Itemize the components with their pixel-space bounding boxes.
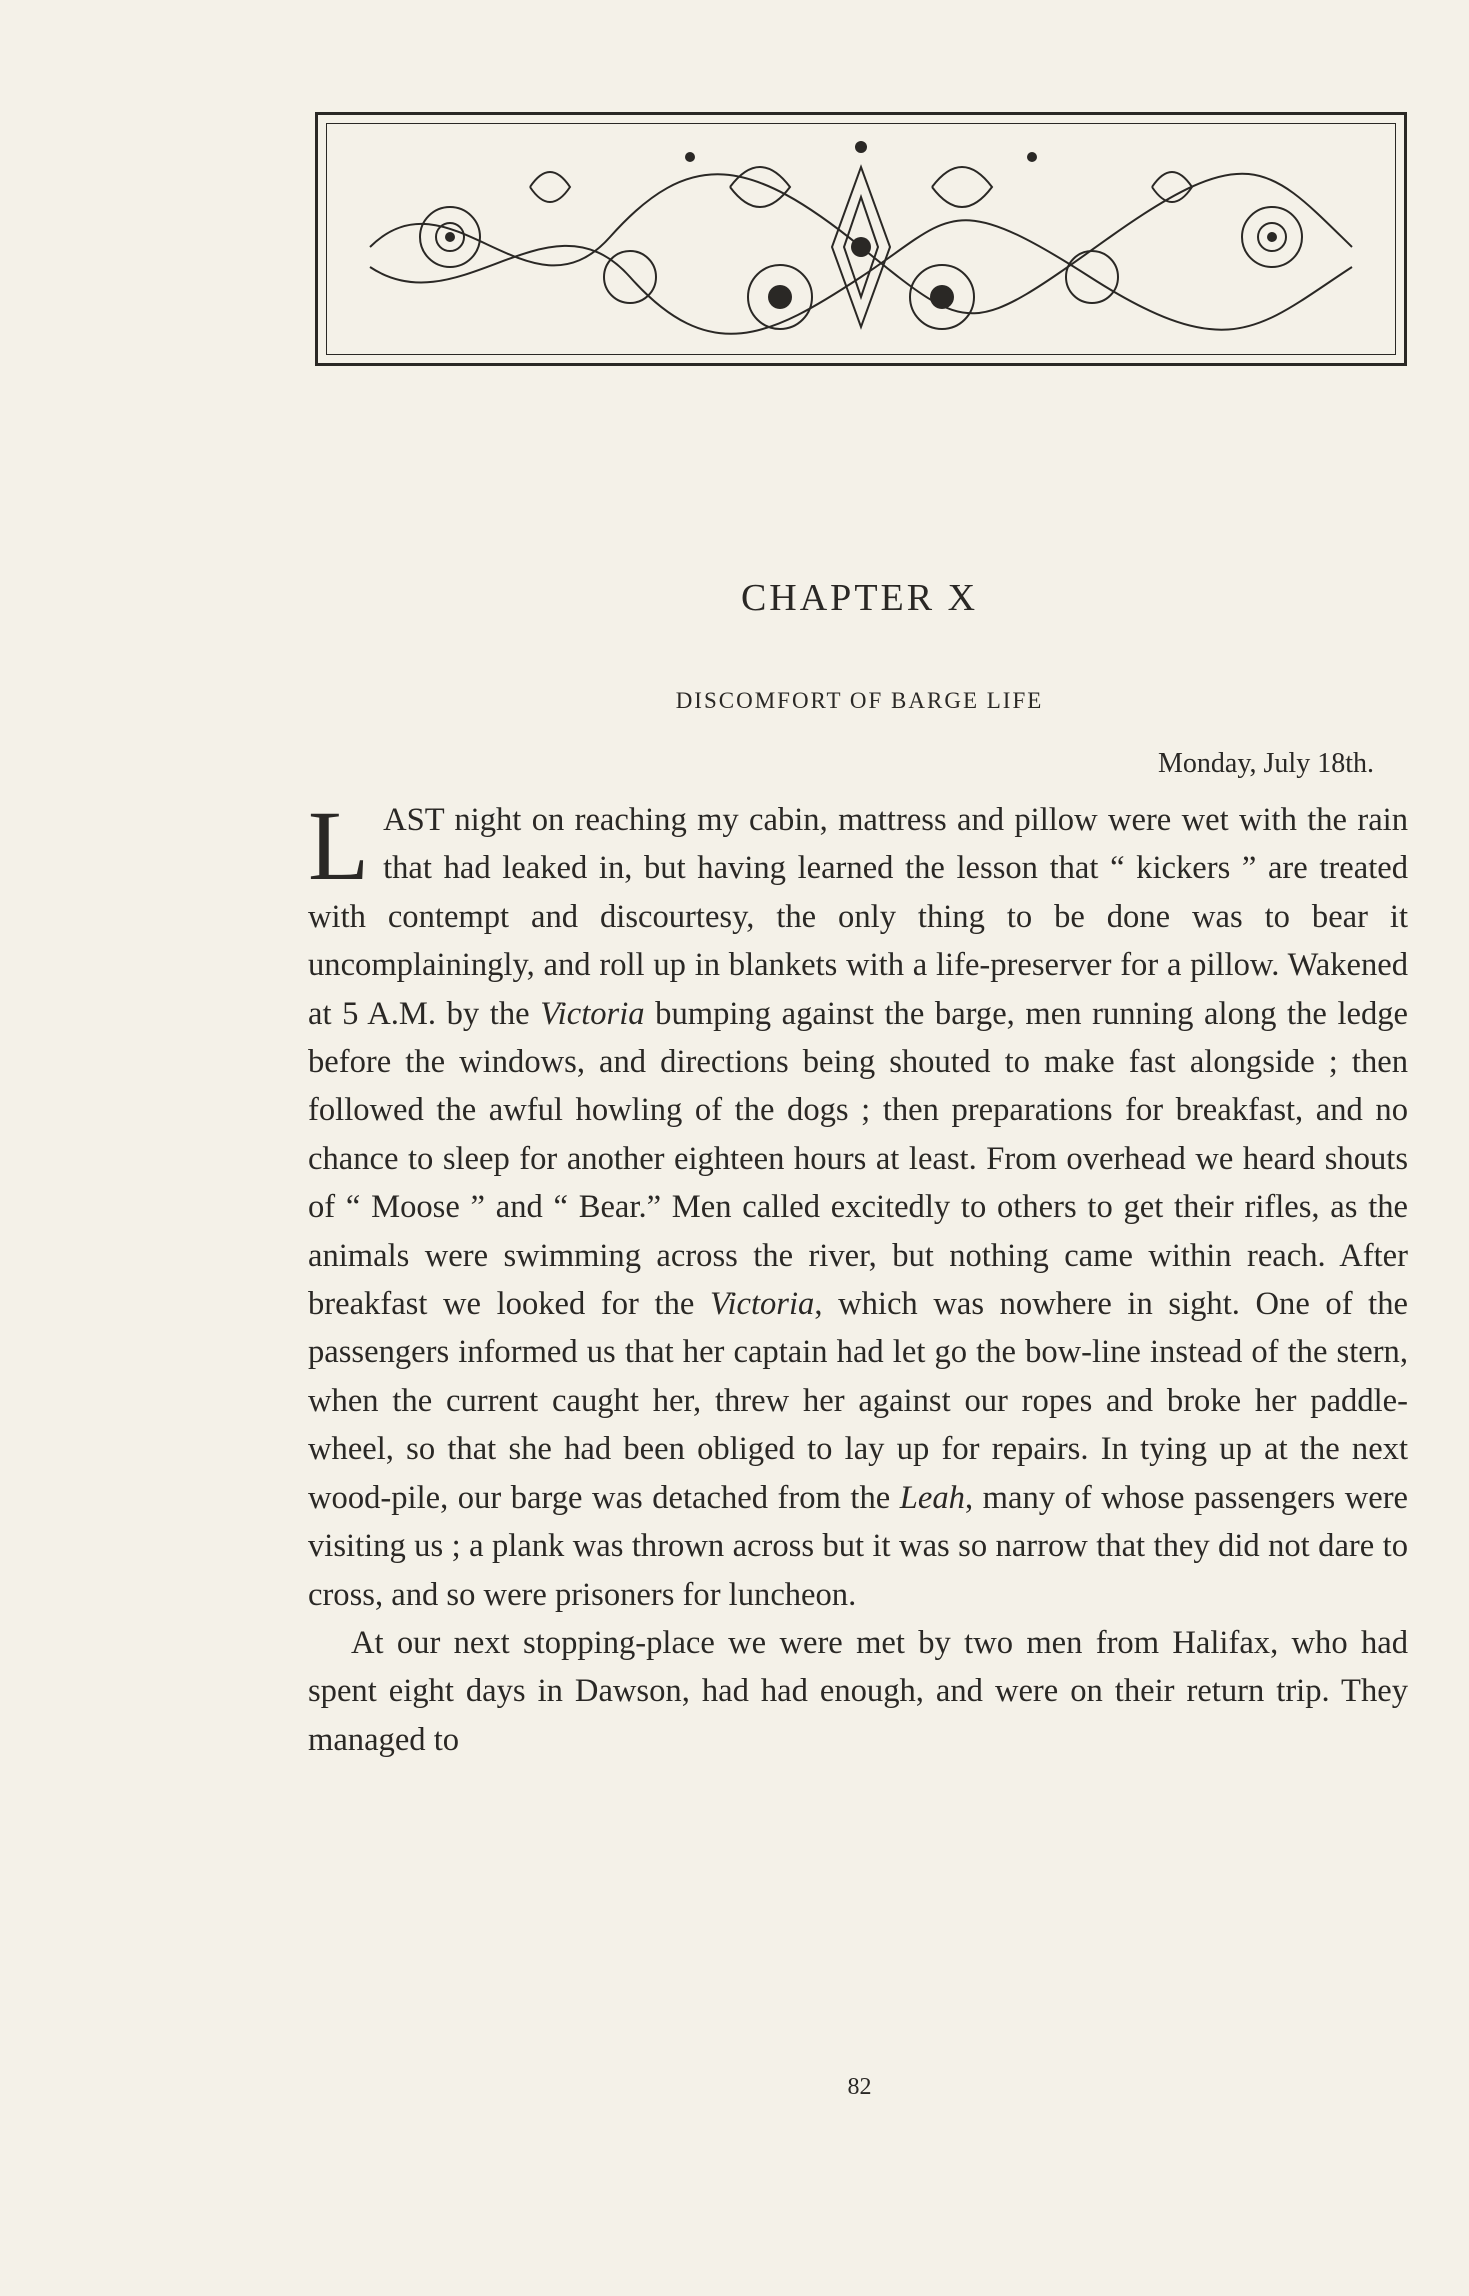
ship-name-leah: Leah [899,1479,965,1516]
chapter-title: CHAPTER X [740,577,979,619]
body-text [308,790,1409,1764]
paragraph-1-part-b: bumping against the barge, men running along the ledge before the windows, and directions being shouted to make fast alongside ; then followed the awful howling of the dogs ; then preparations for breakfast, and no chance to sleep for another eighteen hours at least. From overhead we heard shouts of “ Moose ” and “ Bear.” Men called excitedly to others to get their rifles, as the animals were swimming across the river, but nothing came within reach. After breakfast we looked for the [308,995,1409,1323]
drop-cap: L [308,790,370,901]
chapter-subtitle: DISCOMFORT OF BARGE LIFE [675,688,1044,713]
ship-name-victoria: Victoria [709,1286,815,1323]
paragraph-2: At our next stopping-place we were met by two men from Halifax, who had spent eight days in Dawson, had had enough, and were on their return trip. They managed to [308,1624,1408,1758]
paragraph-1-part-d: , many of whose passengers were visiting us ; a plank was thrown across but it was so narrow that they did not dare to cross, and so were prisoners for luncheon. [308,1479,1408,1613]
ship-name-victoria: Victoria [540,995,645,1032]
floral-ornament-icon [330,127,1392,351]
paragraph-1-part-c: , which was nowhere in sight. One of the passengers informed us that her captain had let go the bow-line instead of the stern, when the current caught her, threw her against our ropes and broke her paddle-wheel, so that she had been obliged to lay up for repairs. In tying up at the next wood-pile, our barge was detached from the [308,1286,1408,1516]
dateline: Monday, July 18th. [1158,748,1374,779]
paragraph-1 [308,790,1409,1619]
ornamental-headpiece [315,112,1407,366]
page-number: 82 [847,2074,872,2100]
paragraph-1-part-a: AST night on reaching my cabin, mattress and pillow were wet with the rain that had leaked in, but having learned the lesson that “ kickers ” are treated with contempt and discourtesy, the only thing to be done was to bear it uncomplainingly, and roll up in blankets with a life-preserver for a pillow. Wakened at 5 A.M. by the [308,802,1408,1032]
